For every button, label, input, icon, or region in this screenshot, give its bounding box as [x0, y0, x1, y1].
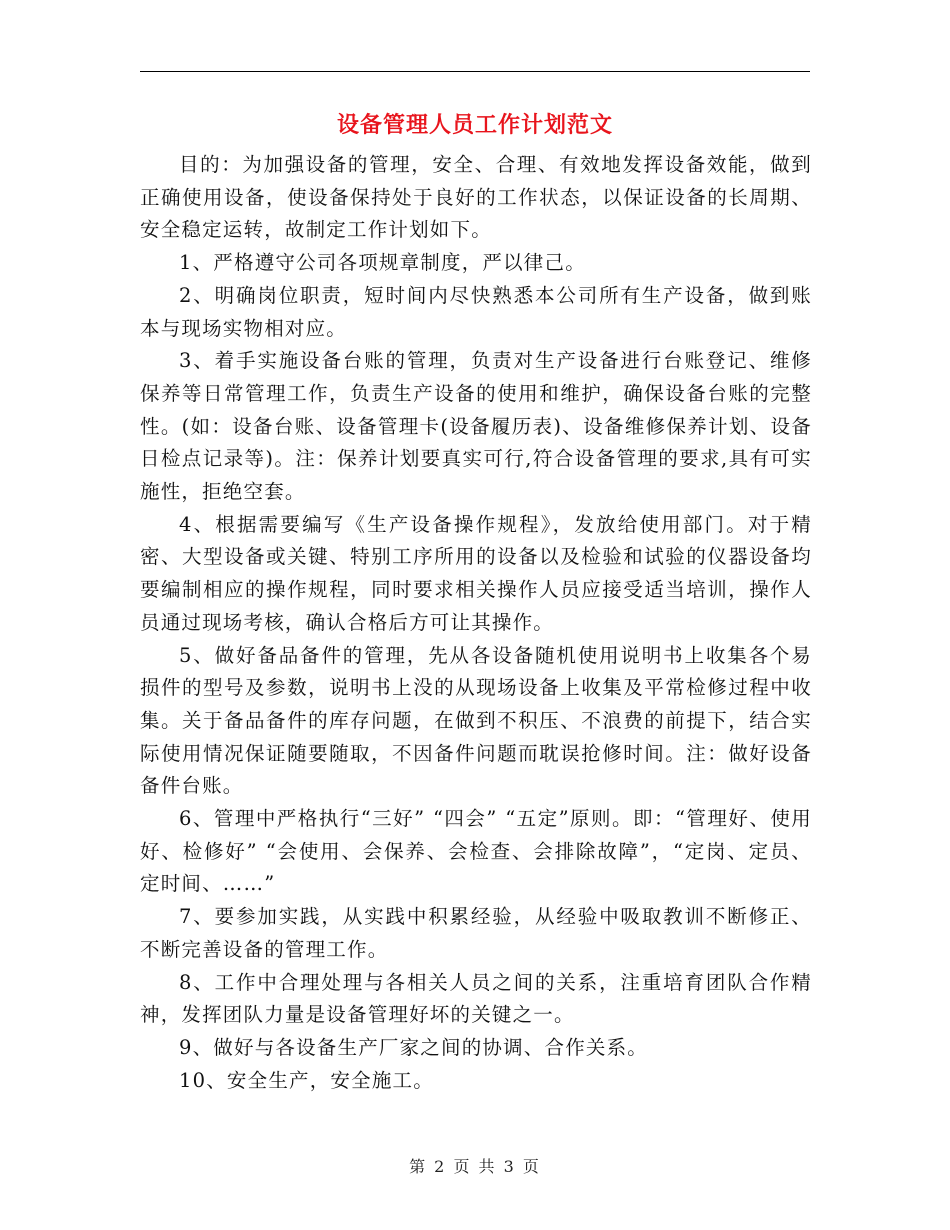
paragraph-item-8: 8、工作中合理处理与各相关人员之间的关系，注重培育团队合作精神，发挥团队力量是设备管理好坏的关键之一。	[140, 970, 812, 1027]
paragraph-item-4: 4、根据需要编写《生产设备操作规程》，发放给使用部门。对于精密、大型设备或关键、特别工序所用的设备以及检验和试验的仪器设备均要编制相应的操作规程，同时要求相关操作人员应接受适当培训，操作人员通过现场考核，确认合格后方可让其操作。	[140, 512, 812, 634]
paragraph-item-1: 1、严格遵守公司各项规章制度，严以律己。	[179, 251, 586, 275]
paragraph-item-7: 7、要参加实践，从实践中积累经验，从经验中吸取教训不断修正、不断完善设备的管理工作。	[140, 905, 812, 961]
document-title: 设备管理人员工作计划范文	[336, 112, 613, 138]
paragraph-item-9: 9、做好与各设备生产厂家之间的协调、合作关系。	[179, 1035, 649, 1059]
page-number: 第 2 页 共 3 页	[409, 1157, 541, 1176]
paragraph-item-6: 6、管理中严格执行“三好” “四会” “五定”原则。即：“管理好、使用好、检修好” “会使用、会保养、会检查、会排除故障”，“定岗、定员、定时间、……”	[140, 807, 812, 896]
document-body	[140, 149, 812, 1097]
paragraph-item-2: 2、明确岗位职责，短时间内尽快熟悉本公司所有生产设备，做到账本与现场实物相对应。	[140, 283, 812, 340]
paragraph-item-5: 5、做好备品备件的管理，先从各设备随机使用说明书上收集各个易损件的型号及参数，说明书上没的从现场设备上收集及平常检修过程中收集。关于备品备件的库存问题，在做到不积压、不浪费的前提下，结合实际使用情况保证随要随取，不因备件问题而耽误抢修时间。注：做好设备备件台账。	[140, 643, 812, 798]
paragraph-item-10: 10、安全生产，安全施工。	[179, 1068, 434, 1092]
paragraph-item-3: 3、着手实施设备台账的管理，负责对生产设备进行台账登记、维修保养等日常管理工作，负责生产设备的使用和维护，确保设备台账的完整性。(如：设备台账、设备管理卡(设备履历表)、设备维修保养计划、设备日检点记录等)。注：保养计划要真实可行,符合设备管理的要求,具有可实施性，拒绝空套。	[140, 349, 812, 504]
header-rule	[140, 71, 810, 72]
paragraph-purpose: 目的：为加强设备的管理，安全、合理、有效地发挥设备效能，做到正确使用设备，使设备保持处于良好的工作状态，以保证设备的长周期、安全稳定运转，故制定工作计划如下。	[140, 153, 812, 242]
